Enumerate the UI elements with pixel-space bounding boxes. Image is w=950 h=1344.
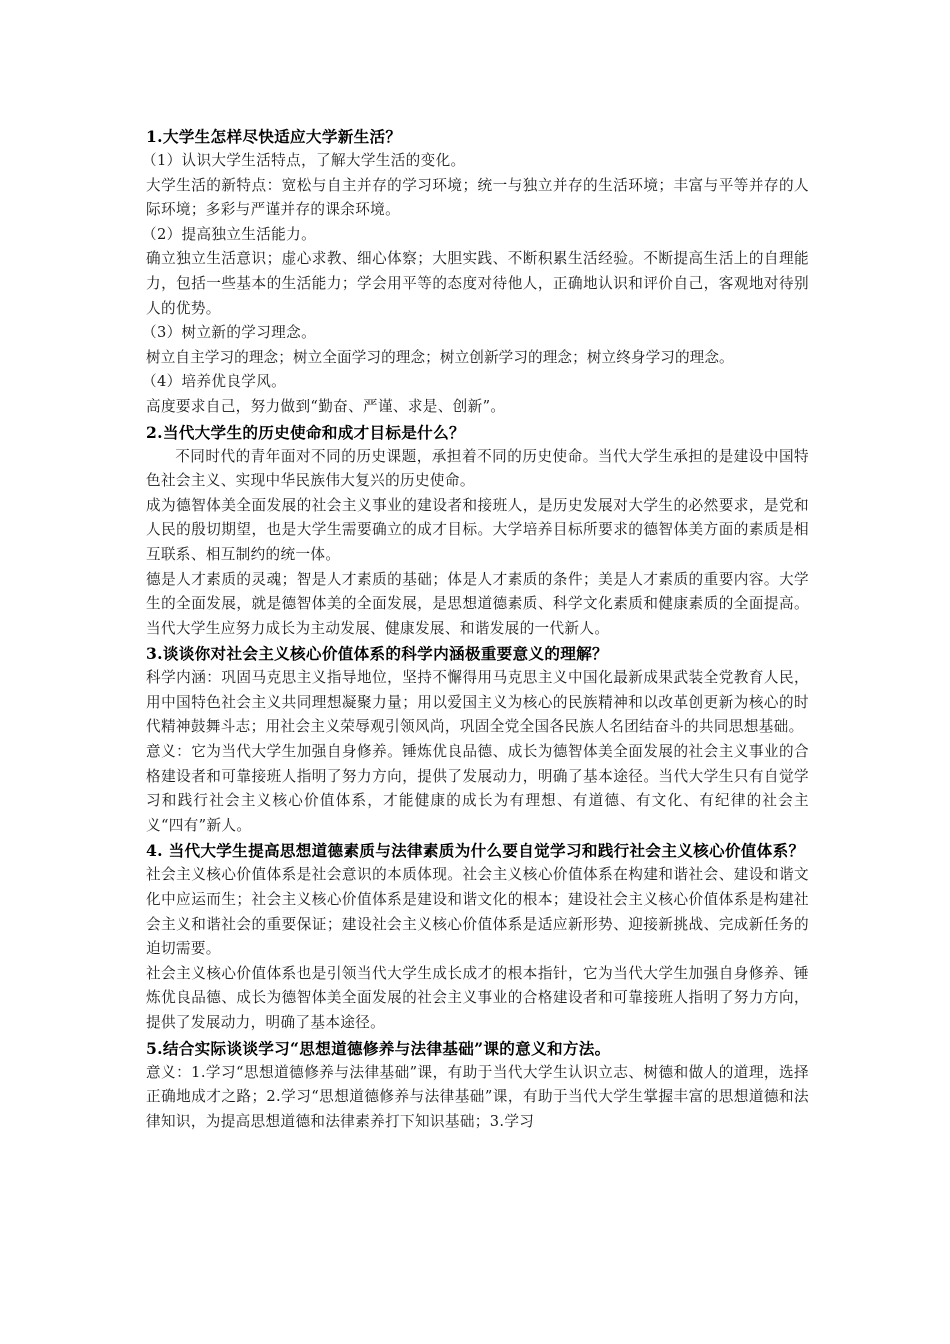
q1-subheading-2: （2）提高独立生活能力。 (142, 225, 317, 243)
question-3-heading: 3.谈谈你对社会主义核心价值体系的科学内涵极重要意义的理解？ (146, 644, 608, 664)
q1-subheading-1: （1）认识大学生活特点，了解大学生活的变化。 (142, 152, 466, 169)
q1-paragraph-4: 高度要求自己，努力做到“勤奋、严谨、求是、创新”。 (146, 397, 506, 415)
question-2-heading: 2.当代大学生的历史使命和成才目标是什么？ (146, 422, 465, 442)
document-body (142, 124, 809, 1134)
question-4-heading: 4. 当代大学生提高思想道德素质与法律素质为什么要自觉学习和践行社会主义核心价值体系？ (146, 841, 805, 861)
q2-paragraph-1: 不同时代的青年面对不同的历史课题，承担着不同的历史使命。当代大学生承担的是建设中国特色社会主义、实现中华民族伟大复兴的历史使命。 (146, 447, 809, 490)
q3-paragraph-1: 科学内涵：巩固马克思主义指导地位，坚持不懈得用马克思主义中国化最新成果武装全党教育人民，用中国特色社会主义共同理想凝聚力量；用以爱国主义为核心的民族精神和以改革创更新为核心的时代精神鼓舞斗志；用社会主义荣辱观引领风尚，巩固全党全国各民族人名团结奋斗的共同思想基础。 (146, 669, 809, 736)
q1-subheading-3: （3）树立新的学习理念。 (142, 324, 317, 342)
question-1-heading: 1.大学生怎样尽快适应大学新生活？ (146, 127, 402, 146)
q1-paragraph-2: 确立独立生活意识；虚心求教、细心体察；大胆实践、不断积累生活经验。不断提高生活上的自理能力，包括一些基本的生活能力；学会用平等的态度对待他人，正确地认识和评价自己，客观地对待别人的优势。 (146, 250, 809, 317)
q4-paragraph-2: 社会主义核心价值体系也是引领当代大学生成长成才的根本指针，它为当代大学生加强自身修养、锤炼优良品德、成长为德智体美全面发展的社会主义事业的合格建设者和可靠接班人指明了努力方向，提供了发展动力，明确了基本途径。 (146, 964, 809, 1031)
q4-paragraph-1: 社会主义核心价值体系是社会意识的本质体现。社会主义核心价值体系在构建和谐社会、建设和谐文化中应运而生；社会主义核心价值体系是建设和谐文化的根本；建设社会主义核心价值体系是构建社会主义和谐社会的重要保证；建设社会主义核心价值体系是适应新形势、迎接新挑战、完成新任务的迫切需要。 (146, 866, 809, 958)
q1-subheading-4: （4）培养优良学风。 (142, 373, 287, 391)
q5-paragraph-1: 意义：1.学习“思想道德修养与法律基础”课，有助于当代大学生认识立志、树德和做人的道理，选择正确地成才之路；2.学习“思想道德修养与法律基础”课，有助于当代大学生掌握丰富的思想道德和法律知识，为提高思想道德和法律素养打下知识基础；3.学习 (146, 1063, 809, 1130)
question-5-heading: 5.结合实际谈谈学习“思想道德修养与法律基础”课的意义和方法。 (146, 1038, 611, 1058)
q2-paragraph-2: 成为德智体美全面发展的社会主义事业的建设者和接班人，是历史发展对大学生的必然要求，是党和人民的殷切期望，也是大学生需要确立的成才目标。大学培养目标所要求的德智体美方面的素质是相互联系、相互制约的统一体。 (146, 496, 809, 563)
q2-paragraph-3: 德是人才素质的灵魂；智是人才素质的基础；体是人才素质的条件；美是人才素质的重要内容。大学生的全面发展，就是德智体美的全面发展，是思想道德素质、科学文化素质和健康素质的全面提高。当代大学生应努力成长为主动发展、健康发展、和谐发展的一代新人。 (146, 570, 809, 637)
q3-paragraph-2: 意义：它为当代大学生加强自身修养。锤炼优良品德、成长为德智体美全面发展的社会主义事业的合格建设者和可靠接班人指明了努力方向，提供了发展动力，明确了基本途径。当代大学生只有自觉学习和践行社会主义核心价值体系，才能健康的成长为有理想、有道德、有文化、有纪律的社会主义“四有”新人。 (146, 743, 809, 834)
q1-paragraph-1: 大学生活的新特点：宽松与自主并存的学习环境；统一与独立并存的生活环境；丰富与平等并存的人际环境；多彩与严谨并存的课余环境。 (146, 176, 809, 219)
q1-paragraph-3: 树立自主学习的理念；树立全面学习的理念；树立创新学习的理念；树立终身学习的理念。 (146, 348, 734, 366)
